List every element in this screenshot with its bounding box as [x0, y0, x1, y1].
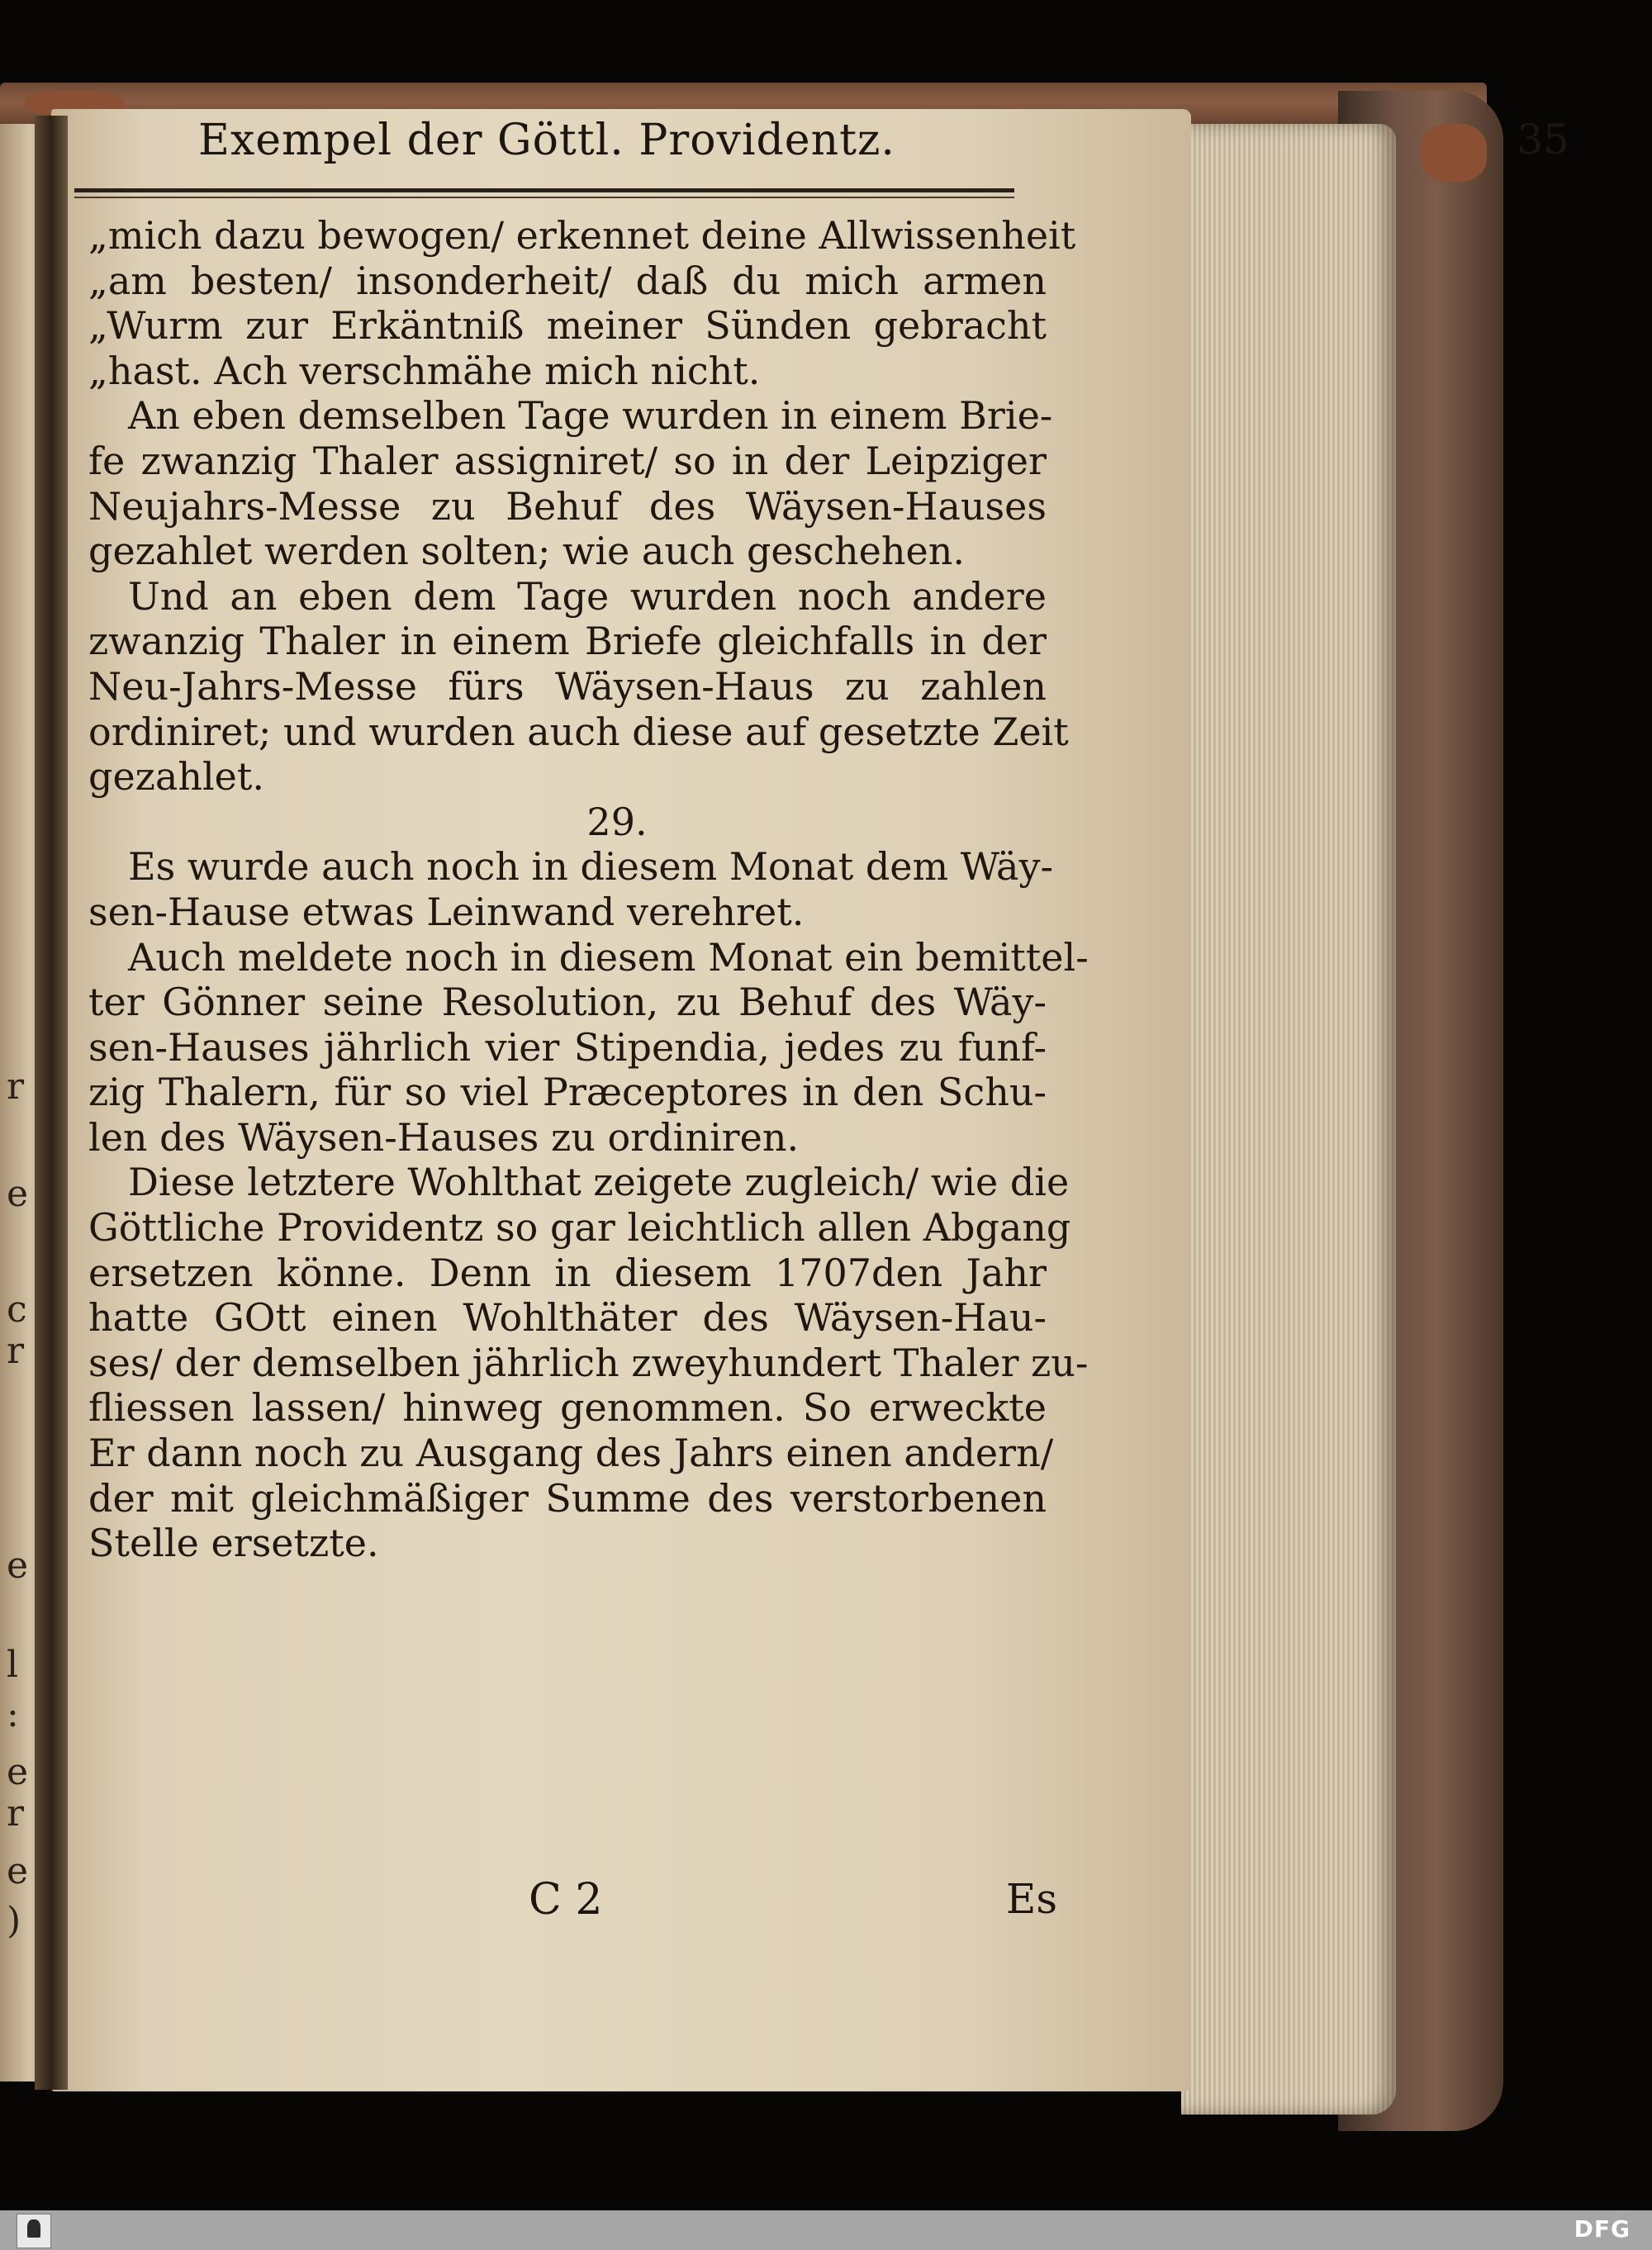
text-line: ter Gönner seine Resolution, zu Behuf des Wäy-: [88, 980, 1047, 1025]
text-line: fe zwanzig Thaler assigniret/ so in der Leipziger: [88, 438, 1047, 483]
catchword: Es: [1005, 1875, 1057, 1923]
previous-page-character: e: [7, 1173, 29, 1215]
text-line: zwanzig Thaler in einem Briefe gleichfalls in der: [88, 619, 1047, 664]
text-line: Neu-Jahrs-Messe fürs Wäysen-Haus zu zahlen: [88, 663, 1047, 709]
text-line: ses/ der demselben jährlich zweyhundert Thaler zu-: [88, 1340, 1089, 1385]
text-line: Es wurde auch noch in diesem Monat dem Wäy-: [128, 844, 1053, 890]
page-footer: [529, 1875, 1057, 1933]
previous-page-character: ): [7, 1900, 21, 1942]
text-line: gezahlet.: [88, 754, 264, 800]
text-line: sen-Hauses jährlich vier Stipendia, jedes zu funf-: [88, 1024, 1047, 1070]
previous-page-character: r: [7, 1330, 25, 1372]
text-line: „Wurm zur Erkäntniß meiner Sünden gebracht: [88, 303, 1047, 349]
text-line: Göttliche Providentz so gar leichtlich allen Abgang: [88, 1205, 1071, 1251]
text-line: len des Wäysen-Hauses zu ordiniren.: [88, 1114, 800, 1160]
text-line: „am besten/ insonderheit/ daß du mich armen: [88, 258, 1047, 303]
text-line: gezahlet werden solten; wie auch geschehen.: [88, 529, 965, 574]
text-line: zig Thalern, für so viel Præceptores in den Schu-: [88, 1070, 1047, 1115]
previous-page-character: :: [7, 1693, 19, 1735]
header-rule: [74, 188, 1014, 192]
text-line: Stelle ersetzte.: [88, 1521, 379, 1566]
text-line: Er dann noch zu Ausgang des Jahrs einen andern/: [88, 1431, 1054, 1476]
text-line: hatte GOtt einen Wohlthäter des Wäysen-Hau-: [88, 1295, 1047, 1341]
previous-page-character: r: [7, 1792, 25, 1835]
section-number: 29.: [586, 799, 648, 844]
text-line: Diese letztere Wohlthat zeigete zugleich/ wie die: [128, 1160, 1070, 1205]
text-line: An eben demselben Tage wurden in einem Brie-: [128, 393, 1053, 439]
text-line: „mich dazu bewogen/ erkennet deine Allwissenheit: [88, 213, 1076, 258]
page-body-text: [88, 213, 1089, 1566]
header-rule-thin: [74, 197, 1014, 198]
previous-page-character: r: [7, 1066, 25, 1108]
previous-page-character: e: [7, 1545, 29, 1587]
text-line: ordiniret; und wurden auch diese auf gesetzte Zeit: [88, 709, 1069, 754]
text-line: Und an eben dem Tage wurden noch andere: [128, 573, 1047, 619]
text-line: Auch meldete noch in diesem Monat ein bemittel-: [128, 934, 1089, 980]
running-title: Exempel der Göttl. Providentz.: [198, 116, 895, 165]
text-line: fliessen lassen/ hinweg genommen. So erweckte: [88, 1385, 1047, 1431]
previous-page-character: e: [7, 1850, 29, 1892]
page-number: 35: [1517, 116, 1569, 164]
text-line: „hast. Ach verschmähe mich nicht.: [88, 348, 761, 393]
text-line: sen-Hause etwas Leinwand verehret.: [88, 889, 805, 934]
signature-mark: C 2: [529, 1875, 603, 1925]
text-line: Neujahrs-Messe zu Behuf des Wäysen-Hauses: [88, 483, 1047, 529]
previous-page-character: e: [7, 1751, 29, 1793]
page-block-fore-edge: [1181, 124, 1396, 2115]
previous-page-character: l: [7, 1644, 19, 1686]
text-line: ersetzen könne. Denn in diesem 1707den Jahr: [88, 1250, 1047, 1295]
library-seal-icon[interactable]: [17, 2214, 51, 2248]
dfg-logo[interactable]: DFG: [1574, 2215, 1631, 2243]
text-line: der mit gleichmäßiger Summe des verstorbenen: [88, 1475, 1047, 1521]
previous-page-character: c: [7, 1289, 27, 1331]
page-header: [66, 116, 1569, 182]
book-gutter: [35, 116, 68, 2090]
viewer-footer-bar: [0, 2210, 1652, 2250]
